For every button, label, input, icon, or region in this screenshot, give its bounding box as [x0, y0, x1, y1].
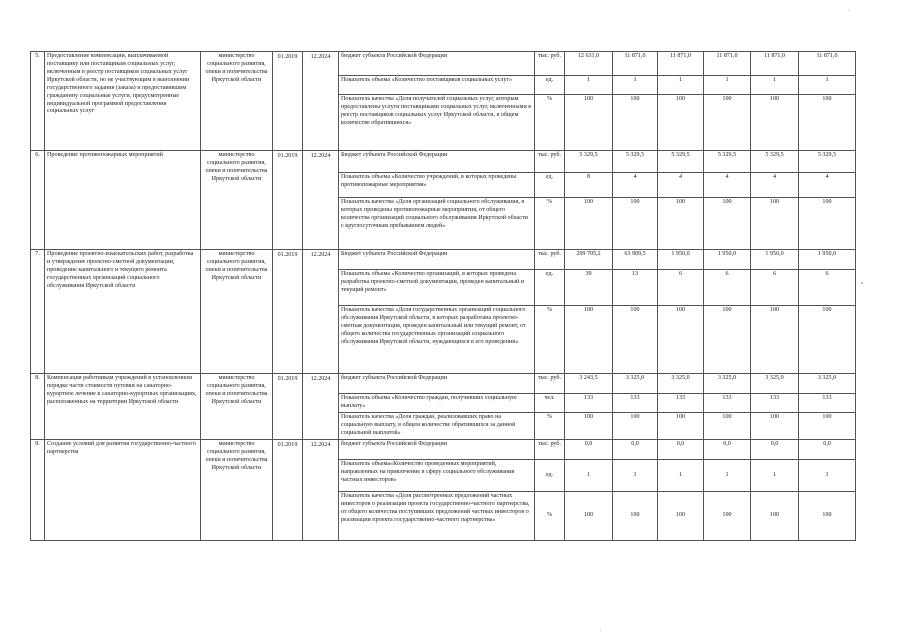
- value-year-4: 100: [704, 413, 751, 440]
- funding-source: бюджет субъекта Российской Федерации: [339, 440, 535, 460]
- end-date: 12.2024: [303, 250, 339, 374]
- row-number: 9.: [31, 440, 45, 541]
- value-year-6: 100: [799, 413, 856, 440]
- unit: ед.: [535, 76, 565, 95]
- value-year-4: 4: [704, 173, 751, 198]
- value-year-5: 100: [751, 198, 799, 250]
- unit: чел.: [535, 394, 565, 413]
- activity-row: [31, 250, 856, 270]
- value-year-4: 1 950,0: [704, 250, 751, 270]
- value-year-1: 39: [565, 270, 613, 306]
- value-year-2: 1: [613, 76, 658, 95]
- value-year-2: 11 871,0: [613, 52, 658, 76]
- start-date: 01.2019: [273, 52, 303, 151]
- value-year-3: 1: [658, 76, 704, 95]
- indicator-text: Показатель качества «Доля граждан, реализовавших право на социальную выплату, в общем количестве обратившихся за данной социальной выплатой»: [339, 413, 535, 440]
- activity-row: [31, 151, 856, 173]
- end-date: 12.2024: [303, 374, 339, 440]
- value-year-2: 100: [613, 198, 658, 250]
- activity-name: Проведение противопожарных мероприятий: [45, 151, 201, 250]
- value-year-2: 133: [613, 394, 658, 413]
- executor: министерство социального развития, опеки и попечительства Иркутской области: [201, 52, 273, 151]
- value-year-3: 0,0: [658, 440, 704, 460]
- indicator-text: Показатель качества «Доля государственных организаций социального обслуживания Иркутской области, в которых разработана проектно-сметная документация, проведен капитальный или текущий ремонт, от общего количества государственных организаций социального обслуживания Иркутской области, нуждающихся в его проведении»: [339, 306, 535, 374]
- value-year-4: 11 871,0: [704, 52, 751, 76]
- activity-row: [31, 374, 856, 394]
- program-activities-table: [30, 51, 856, 541]
- value-year-4: 100: [704, 306, 751, 374]
- scan-speck: [848, 10, 849, 11]
- unit: тыс. руб.: [535, 250, 565, 270]
- value-year-5: 100: [751, 492, 799, 541]
- unit: тыс. руб.: [535, 440, 565, 460]
- scan-speck: [600, 630, 601, 631]
- value-year-6: 11 871,0: [799, 52, 856, 76]
- value-year-6: 100: [799, 306, 856, 374]
- indicator-text: Показатель качества «Доля получателей социальных услуг, которым предоставлены услуги поставщиками социальных услуг, включенными в реестр поставщиков социальных услуг Иркутской области, в общем количестве обратившихся»: [339, 95, 535, 151]
- value-year-3: 1 950,0: [658, 250, 704, 270]
- value-year-5: 5 329,5: [751, 151, 799, 173]
- value-year-2: 13: [613, 270, 658, 306]
- indicator-text: Показатель объема «Количество организаций, в которых проведена разработка проектно-сметной документации, проведен капитальный и текущий ремонт»: [339, 270, 535, 306]
- value-year-3: 1: [658, 460, 704, 492]
- start-date: 01.2019: [273, 250, 303, 374]
- end-date: 12.2024: [303, 440, 339, 541]
- value-year-5: 0,0: [751, 440, 799, 460]
- value-year-1: 100: [565, 95, 613, 151]
- row-number: 5.: [31, 52, 45, 151]
- value-year-1: 3 243,5: [565, 374, 613, 394]
- value-year-1: 299 705,2: [565, 250, 613, 270]
- value-year-2: 100: [613, 413, 658, 440]
- value-year-2: 0,0: [613, 440, 658, 460]
- value-year-6: 133: [799, 394, 856, 413]
- value-year-6: 100: [799, 95, 856, 151]
- value-year-5: 6: [751, 270, 799, 306]
- activity-name: Создание условий для развития государственно-частного партнерства: [45, 440, 201, 541]
- activity-name: Проведение проектно-изыскательских работ, разработка и утверждение проектно-сметной документации, проведение капитального и текущего ремонта государственных организаций социального обслуживания Иркутской области: [45, 250, 201, 374]
- unit: %: [535, 492, 565, 541]
- value-year-1: 1: [565, 460, 613, 492]
- value-year-1: 100: [565, 306, 613, 374]
- activity-row: [31, 52, 856, 76]
- indicator-text: Показатель качества «Доля рассмотренных предложений частных инвесторов о реализации проекта государственно-частного партнерства, от общего количества поступивших предложений частных инвесторов о реализации проекта государственно-частного партнерства»: [339, 492, 535, 541]
- value-year-5: 100: [751, 413, 799, 440]
- value-year-5: 1: [751, 460, 799, 492]
- value-year-1: 133: [565, 394, 613, 413]
- value-year-4: 6: [704, 270, 751, 306]
- value-year-1: 100: [565, 413, 613, 440]
- value-year-6: 1 950,0: [799, 250, 856, 270]
- executor: министерство социального развития, опеки и попечительства Иркутской области: [201, 250, 273, 374]
- value-year-5: 1 950,0: [751, 250, 799, 270]
- value-year-4: 100: [704, 95, 751, 151]
- activity-name: Предоставление компенсации, выплачиваемой поставщику или поставщикам социальных услуг, включенным в реестр поставщиков социальных услуг Иркутской области, но не участвующим в выполнении государственного задания (заказа) и предоставившим гражданину социальные услуги, предусмотренные индивидуальной программой предоставления социальных услуг: [45, 52, 201, 151]
- indicator-text: Показатель объема «Количество учреждений, в которых проведены противопожарные мероприятия»: [339, 173, 535, 198]
- unit: тыс. руб.: [535, 374, 565, 394]
- value-year-5: 3 325,0: [751, 374, 799, 394]
- row-number: 7.: [31, 250, 45, 374]
- value-year-3: 3 325,0: [658, 374, 704, 394]
- value-year-4: 0,0: [704, 440, 751, 460]
- indicator-text: Показатель объема«Количество проведенных мероприятий, направленных на привлечение в сферу социального обслуживания частных инвесторов»: [339, 460, 535, 492]
- value-year-1: 100: [565, 198, 613, 250]
- value-year-3: 6: [658, 270, 704, 306]
- unit: %: [535, 95, 565, 151]
- value-year-6: 1: [799, 460, 856, 492]
- value-year-3: 100: [658, 413, 704, 440]
- value-year-1: 12 631,0: [565, 52, 613, 76]
- value-year-3: 100: [658, 95, 704, 151]
- value-year-6: 3 325,0: [799, 374, 856, 394]
- row-number: 6.: [31, 151, 45, 250]
- value-year-4: 3 325,0: [704, 374, 751, 394]
- unit: %: [535, 306, 565, 374]
- value-year-1: 1: [565, 76, 613, 95]
- executor: министерство социального развития, опеки и попечительства Иркутской области: [201, 374, 273, 440]
- value-year-1: 0,0: [565, 440, 613, 460]
- indicator-text: Показатель качества «Доля организаций социального обслуживания, в которых проведены противопожарные мероприятия, от общего количества организаций социального обслуживания Иркутской области с круглосуточным пребыванием людей»: [339, 198, 535, 250]
- executor: министерство социального развития, опеки и попечительства Иркутской области: [201, 151, 273, 250]
- funding-source: бюджет субъекта Российской Федерации: [339, 52, 535, 76]
- unit: ед.: [535, 173, 565, 198]
- value-year-6: 5 329,5: [799, 151, 856, 173]
- value-year-3: 100: [658, 306, 704, 374]
- scan-speck: [861, 282, 863, 284]
- value-year-5: 100: [751, 95, 799, 151]
- value-year-1: 8: [565, 173, 613, 198]
- unit: ед.: [535, 460, 565, 492]
- value-year-2: 5 329,5: [613, 151, 658, 173]
- value-year-3: 100: [658, 492, 704, 541]
- value-year-2: 63 909,5: [613, 250, 658, 270]
- value-year-6: 100: [799, 198, 856, 250]
- end-date: 12.2024: [303, 151, 339, 250]
- unit: %: [535, 413, 565, 440]
- row-number: 8.: [31, 374, 45, 440]
- value-year-5: 133: [751, 394, 799, 413]
- funding-source: Бюджет субъекта Российской Федерации: [339, 250, 535, 270]
- start-date: 01.2019: [273, 440, 303, 541]
- value-year-6: 100: [799, 492, 856, 541]
- value-year-4: 1: [704, 76, 751, 95]
- value-year-3: 4: [658, 173, 704, 198]
- unit: тыс. руб.: [535, 52, 565, 76]
- value-year-4: 5 329,5: [704, 151, 751, 173]
- value-year-2: 1: [613, 460, 658, 492]
- unit: ед.: [535, 270, 565, 306]
- unit: %: [535, 198, 565, 250]
- value-year-6: 6: [799, 270, 856, 306]
- value-year-5: 4: [751, 173, 799, 198]
- unit: тыс. руб.: [535, 151, 565, 173]
- value-year-4: 133: [704, 394, 751, 413]
- value-year-6: 4: [799, 173, 856, 198]
- value-year-2: 3 325,0: [613, 374, 658, 394]
- value-year-3: 133: [658, 394, 704, 413]
- value-year-3: 100: [658, 198, 704, 250]
- indicator-text: Показатель объема «Количество поставщиков социальных услуг»: [339, 76, 535, 95]
- funding-source: бюджет субъекта Российской Федерации: [339, 374, 535, 394]
- executor: министерство социального развития, опеки и попечительства Иркутской области: [201, 440, 273, 541]
- start-date: 01.2019: [273, 151, 303, 250]
- activity-row: [31, 440, 856, 460]
- end-date: 12.2024: [303, 52, 339, 151]
- value-year-3: 11 871,0: [658, 52, 704, 76]
- value-year-1: 5 329,5: [565, 151, 613, 173]
- funding-source: Бюджет субъекта Российской Федерации: [339, 151, 535, 173]
- value-year-5: 11 871,0: [751, 52, 799, 76]
- value-year-4: 100: [704, 198, 751, 250]
- value-year-2: 100: [613, 306, 658, 374]
- value-year-6: 1: [799, 76, 856, 95]
- value-year-5: 100: [751, 306, 799, 374]
- activity-name: Компенсация работникам учреждений в установленном порядке части стоимости путевки на санаторно-курортное лечение в санаторно-курортных организациях, расположенных на территории Иркутской области: [45, 374, 201, 440]
- value-year-6: 0,0: [799, 440, 856, 460]
- value-year-3: 5 329,5: [658, 151, 704, 173]
- indicator-text: Показатель объема «Количество граждан, получивших социальную выплату»: [339, 394, 535, 413]
- value-year-2: 4: [613, 173, 658, 198]
- value-year-4: 100: [704, 492, 751, 541]
- value-year-4: 1: [704, 460, 751, 492]
- value-year-5: 1: [751, 76, 799, 95]
- value-year-2: 100: [613, 492, 658, 541]
- value-year-1: 100: [565, 492, 613, 541]
- start-date: 01.2019: [273, 374, 303, 440]
- value-year-2: 100: [613, 95, 658, 151]
